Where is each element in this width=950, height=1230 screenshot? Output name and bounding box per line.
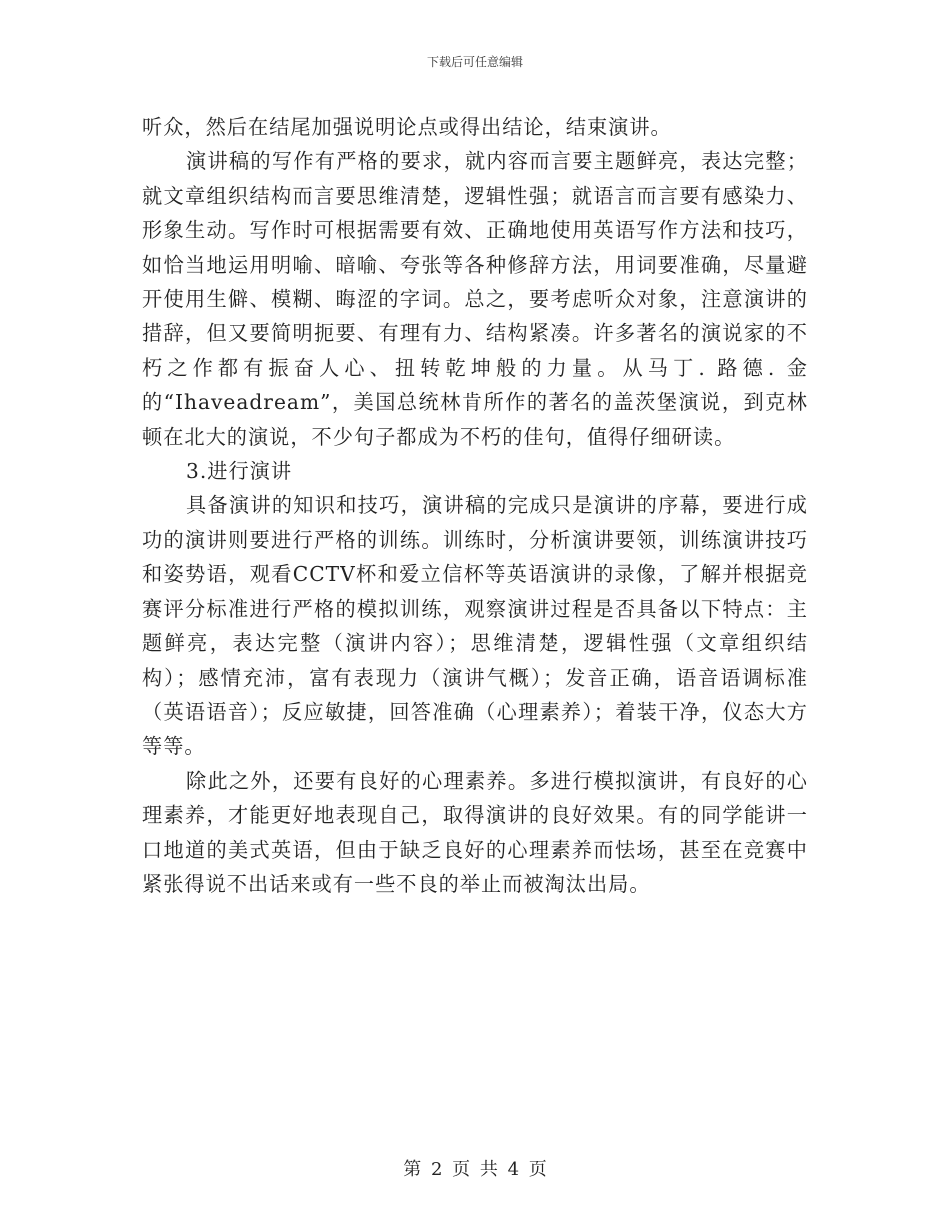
section-heading: 3.进行演讲 xyxy=(186,459,293,484)
paragraph-psychology: 除此之外，还要有良好的心理素养。多进行模拟演讲，有良好的心理素养，才能更好地表现自己，取得演讲的良好效果。有的同学能讲一口地道的美式英语，但由于缺乏良好的心理素养而怯场，甚至在竞赛中紧张得说不出话来或有一些不良的举止而被淘汰出局。 xyxy=(142,768,808,896)
page-number: 第 2 页 共 4 页 xyxy=(403,1159,547,1180)
paragraph-continuation: 听众，然后在结尾加强说明论点或得出结论，结束演讲。 xyxy=(142,115,672,139)
paragraph-speech-writing: 演讲稿的写作有严格的要求，就内容而言要主题鲜亮，表达完整；就文章组织结构而言要思维清楚，逻辑性强；就语言而言要有感染力、形象生动。写作时可根据需要有效、正确地使用英语写作方法和技巧，如恰当地运用明喻、暗喻、夸张等各种修辞方法，用词要准确，尽量避开使用生僻、模糊、晦涩的字词。总之，要考虑听众对象，注意演讲的措辞，但又要简明扼要、有理有力、结构紧凑。许多著名的演说家的不朽之作都有振奋人心、扭转乾坤般的力量。从马丁. 路德. 金的“Ihaveadream”，美国总统林肯所作的著名的盖茨堡演说，到克林顿在北大的演说，不少句子都成为不朽的佳句，值得仔细研读。 xyxy=(142,149,808,449)
page-header: 下载后可任意编辑 xyxy=(426,55,523,69)
paragraph-speech-training: 具备演讲的知识和技巧，演讲稿的完成只是演讲的序幕，要进行成功的演讲则要进行严格的训练。训练时，分析演讲要领，训练演讲技巧和姿势语，观看CCTV杯和爱立信杯等英语演讲的录像，了解并根据竞赛评分标准进行严格的模拟训练，观察演讲过程是否具备以下特点：主题鲜亮，表达完整（演讲内容）；思维清楚，逻辑性强（文章组织结构）；感情充沛，富有表现力（演讲气概）；发音正确，语音语调标准（英语语音）；反应敏捷，回答准确（心理素养）；着装干净，仪态大方等等。 xyxy=(142,493,808,759)
document-body xyxy=(142,110,808,901)
